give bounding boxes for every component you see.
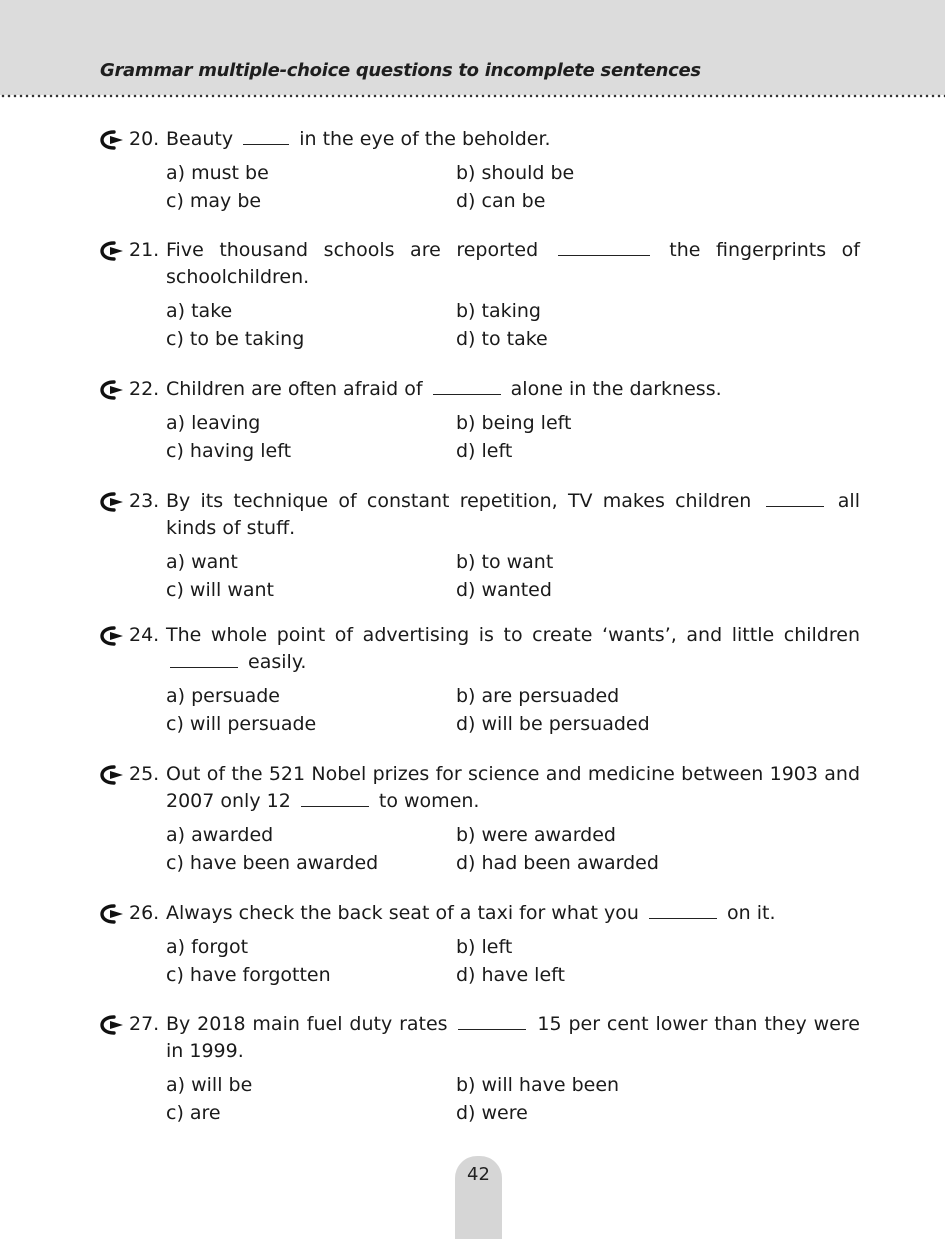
- page-number: 42: [467, 1164, 490, 1185]
- answer-blank: [433, 376, 501, 395]
- question-text-before-blank: Beauty: [166, 128, 234, 150]
- question-text: [166, 376, 860, 403]
- answer-option-d: d) have left: [456, 964, 565, 986]
- answer-option-c: c) having left: [166, 440, 292, 462]
- question-text-before-blank: By its technique of constant repetition, TV makes children: [166, 490, 752, 512]
- answer-option-a: a) leaving: [166, 412, 261, 434]
- question-text-after-blank: all kinds of stuff.: [166, 490, 860, 539]
- question-text-before-blank: Always check the back seat of a taxi for what you: [166, 902, 639, 924]
- question-line: [100, 126, 860, 153]
- question-26: [100, 900, 860, 989]
- question-number: 23.: [129, 490, 160, 512]
- answer-options: [166, 160, 860, 215]
- answer-blank: [558, 237, 650, 256]
- answer-blank: [243, 126, 289, 145]
- answer-options: [166, 298, 860, 353]
- answer-blank: [301, 788, 369, 807]
- answer-option-c: c) have forgotten: [166, 964, 331, 986]
- question-number: 27.: [129, 1013, 160, 1035]
- answer-option-b: b) left: [456, 936, 513, 958]
- answer-option-d: d) to take: [456, 328, 548, 350]
- curved-arrow-right-icon: [100, 241, 124, 261]
- question-21: [100, 237, 860, 353]
- answer-option-a: a) forgot: [166, 936, 249, 958]
- question-23: [100, 488, 860, 604]
- answer-option-d: d) wanted: [456, 579, 552, 601]
- question-line: [100, 1011, 860, 1065]
- answer-option-b: b) should be: [456, 162, 575, 184]
- question-line: [100, 900, 860, 927]
- answer-option-d: d) can be: [456, 190, 546, 212]
- question-text-after-blank: to women.: [378, 790, 480, 812]
- answer-option-c: c) will persuade: [166, 713, 317, 735]
- question-text-after-blank: alone in the darkness.: [510, 378, 722, 400]
- curved-arrow-right-icon: [100, 904, 124, 924]
- question-number: 25.: [129, 763, 160, 785]
- curved-arrow-right-icon: [100, 765, 124, 785]
- question-text: [166, 900, 860, 927]
- curved-arrow-right-icon: [100, 626, 124, 646]
- question-text-before-blank: Children are often afraid of: [166, 378, 423, 400]
- answer-option-c: c) have been awarded: [166, 852, 379, 874]
- curved-arrow-right-icon: [100, 492, 124, 512]
- question-text-before-blank: Out of the 521 Nobel prizes for science and medicine between 1903 and 2007 only 12: [166, 763, 860, 812]
- answer-blank: [649, 900, 717, 919]
- question-number: 20.: [129, 128, 160, 150]
- answer-option-d: d) will be persuaded: [456, 713, 650, 735]
- question-text-before-blank: The whole point of advertising is to create ‘wants’, and little children: [166, 624, 860, 646]
- answer-option-b: b) are persuaded: [456, 685, 620, 707]
- answer-option-a: a) awarded: [166, 824, 274, 846]
- answer-option-c: c) are: [166, 1102, 221, 1124]
- answer-option-a: a) want: [166, 551, 238, 573]
- question-27: [100, 1011, 860, 1127]
- question-text: [166, 622, 860, 676]
- question-text-after-blank: in the eye of the beholder.: [299, 128, 551, 150]
- answer-option-b: b) were awarded: [456, 824, 616, 846]
- question-text-after-blank: the fingerprints of schoolchildren.: [166, 239, 860, 288]
- question-line: [100, 761, 860, 815]
- question-text-before-blank: By 2018 main fuel duty rates: [166, 1013, 448, 1035]
- answer-options: [166, 934, 860, 989]
- answer-blank: [170, 649, 238, 668]
- answer-option-c: c) will want: [166, 579, 274, 601]
- question-number: 26.: [129, 902, 160, 924]
- answer-options: [166, 683, 860, 738]
- question-24: [100, 622, 860, 738]
- answer-option-a: a) must be: [166, 162, 269, 184]
- answer-option-b: b) will have been: [456, 1074, 620, 1096]
- answer-option-a: a) will be: [166, 1074, 253, 1096]
- question-text: [166, 1011, 860, 1065]
- answer-option-a: a) persuade: [166, 685, 280, 707]
- answer-option-c: c) to be taking: [166, 328, 305, 350]
- answer-blank: [766, 488, 824, 507]
- header-title: Grammar multiple-choice questions to incomplete sentences: [100, 60, 701, 81]
- dotted-divider: [0, 94, 945, 98]
- question-line: [100, 376, 860, 403]
- question-text-before-blank: Five thousand schools are reported: [166, 239, 539, 261]
- page-header: [0, 0, 945, 95]
- answer-options: [166, 822, 860, 877]
- curved-arrow-right-icon: [100, 380, 124, 400]
- curved-arrow-right-icon: [100, 1015, 124, 1035]
- answer-option-d: d) left: [456, 440, 513, 462]
- question-20: [100, 126, 860, 215]
- question-line: [100, 622, 860, 676]
- question-text: [166, 126, 860, 153]
- answer-option-b: b) to want: [456, 551, 554, 573]
- question-line: [100, 488, 860, 542]
- question-number: 24.: [129, 624, 160, 646]
- question-text-after-blank: 15 per cent lower than they were in 1999.: [166, 1013, 860, 1062]
- question-text: [166, 488, 860, 542]
- question-line: [100, 237, 860, 291]
- question-number: 22.: [129, 378, 160, 400]
- question-text: [166, 761, 860, 815]
- answer-option-c: c) may be: [166, 190, 262, 212]
- answer-options: [166, 410, 860, 465]
- curved-arrow-right-icon: [100, 130, 124, 150]
- answer-option-d: d) were: [456, 1102, 528, 1124]
- answer-option-b: b) taking: [456, 300, 541, 322]
- answer-option-b: b) being left: [456, 412, 572, 434]
- question-number: 21.: [129, 239, 160, 261]
- answer-options: [166, 549, 860, 604]
- question-25: [100, 761, 860, 877]
- answer-option-d: d) had been awarded: [456, 852, 659, 874]
- answer-blank: [458, 1011, 526, 1030]
- answer-options: [166, 1072, 860, 1127]
- question-text-after-blank: on it.: [727, 902, 776, 924]
- answer-option-a: a) take: [166, 300, 233, 322]
- question-22: [100, 376, 860, 465]
- question-text-after-blank: easily.: [248, 651, 307, 673]
- question-text: [166, 237, 860, 291]
- page-number-tab: [455, 1156, 502, 1239]
